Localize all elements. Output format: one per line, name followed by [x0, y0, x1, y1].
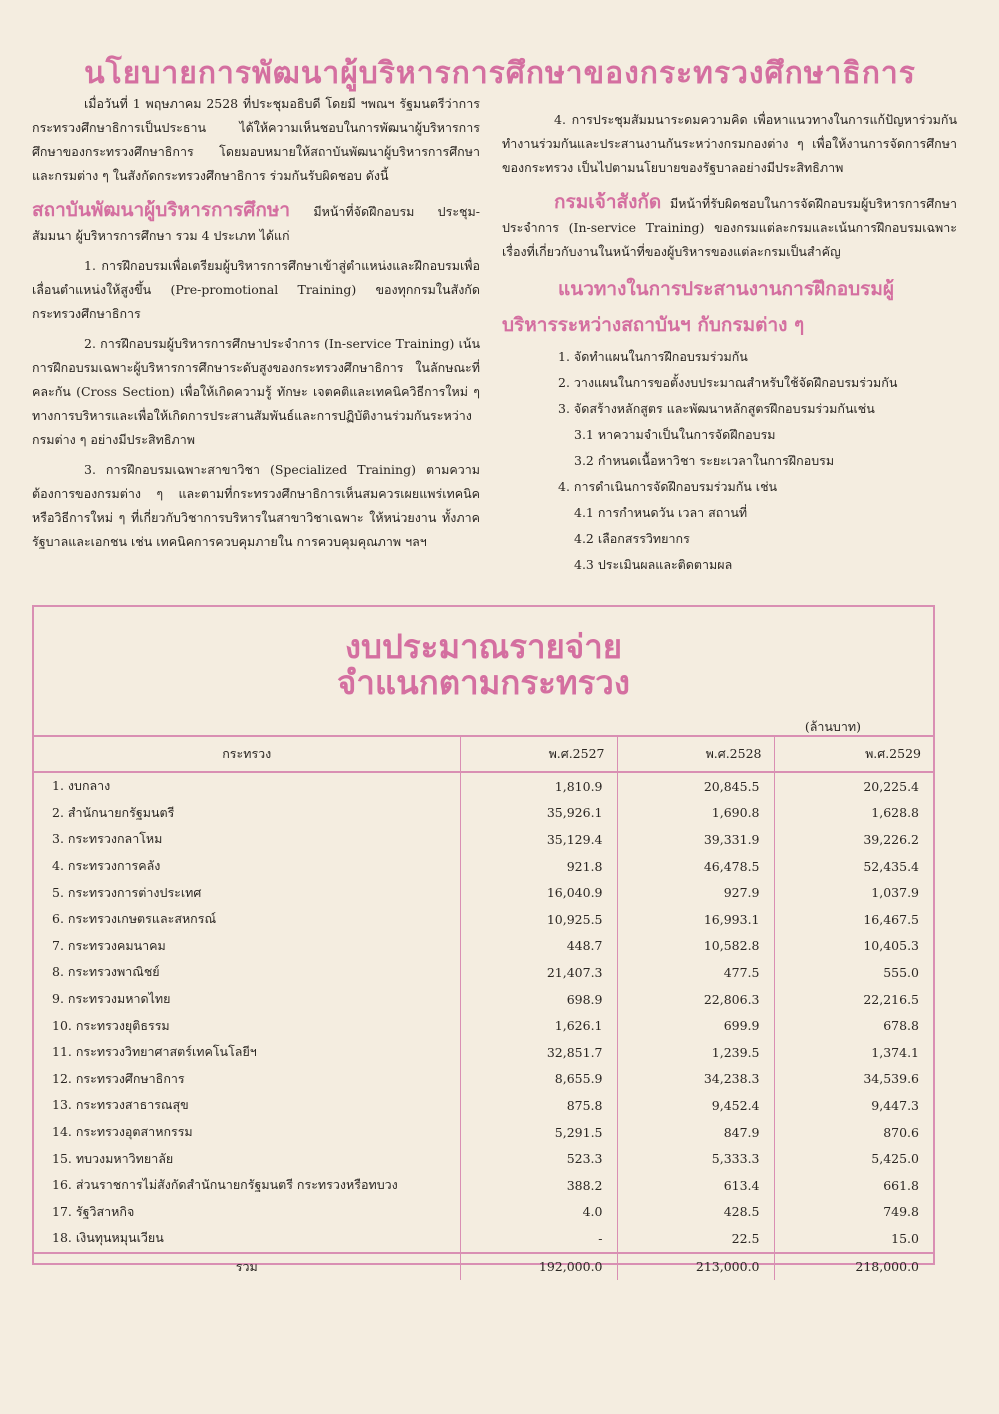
value-2527: 32,851.7 — [460, 1039, 617, 1066]
ministry-name: 1. งบกลาง — [52, 778, 111, 794]
ministry-name: 12. กระทรวงศึกษาธิการ — [52, 1070, 185, 1086]
value-2528: 428.5 — [617, 1199, 774, 1226]
value-2528: 847.9 — [617, 1119, 774, 1146]
value-2528: 613.4 — [617, 1172, 774, 1199]
value-2528: 699.9 — [617, 1012, 774, 1039]
table-row — [34, 906, 933, 933]
header-ministry: กระทรวง — [34, 736, 460, 772]
budget-body — [34, 772, 933, 1253]
guideline-subitem: 4.3 ประเมินผลและติดตามผล — [574, 557, 733, 572]
table-row — [34, 826, 933, 853]
ministry-name: 17. รัฐวิสาหกิจ — [52, 1203, 135, 1219]
value-2529: 20,225.4 — [774, 772, 933, 800]
ministry-name: 9. กระทรวงมหาดไทย — [52, 991, 171, 1007]
institute-item-2: 2. การฝึกอบรมผู้บริหารการศึกษาประจำการ (In-service Training) เน้นการฝึกอบรมเฉพาะผู้บริหารการศึกษาระดับสูงของกระทรวงศึกษาธิการ ในลักษณะที่คละกัน (Cross Section) เพื่อให้เกิดความรู้ ทักษะ เจตคติและเทคนิควิธีการใหม่ ๆ ทางการบริหารและเพื่อให้เกิดการประสานสัมพันธ์และการปฏิบัติงานร่วมกันระหว่างกรมต่าง ๆ อย่างมีประสิทธิภาพ — [32, 336, 480, 447]
table-row — [34, 800, 933, 827]
page-title: นโยบายการพัฒนาผู้บริหารการศึกษาของกระทรวงศึกษาธิการ — [84, 56, 916, 91]
guidelines-heading-line2: บริหารระหว่างสถาบันฯ กับกรมต่าง ๆ — [502, 314, 805, 336]
value-2527: 1,626.1 — [460, 1012, 617, 1039]
value-2527: 8,655.9 — [460, 1066, 617, 1093]
value-2528: 9,452.4 — [617, 1092, 774, 1119]
guideline-subitem: 4.2 เลือกสรรวิทยากร — [574, 531, 690, 546]
value-2529: 678.8 — [774, 1012, 933, 1039]
left-column — [32, 92, 480, 554]
budget-title — [34, 629, 933, 701]
right-column — [502, 108, 957, 578]
ministry-name: 8. กระทรวงพาณิชย์ — [52, 964, 160, 980]
ministry-name: 15. ทบวงมหาวิทยาลัย — [52, 1150, 174, 1166]
value-2528: 5,333.3 — [617, 1145, 774, 1172]
ministry-name: 14. กระทรวงอุตสาหกรรม — [52, 1124, 193, 1140]
table-row — [34, 1172, 933, 1199]
value-2528: 34,238.3 — [617, 1066, 774, 1093]
value-2529: 1,628.8 — [774, 800, 933, 827]
value-2529: 34,539.6 — [774, 1066, 933, 1093]
institute-paragraph — [32, 198, 480, 248]
header-year-2528: พ.ศ.2528 — [617, 736, 774, 772]
value-2529: 1,037.9 — [774, 879, 933, 906]
total-label: รวม — [34, 1253, 460, 1280]
budget-title-line2: จำแนกตามกระทรวง — [337, 663, 630, 702]
table-row — [34, 1066, 933, 1093]
total-2528: 213,000.0 — [617, 1253, 774, 1280]
institute-text: มีหน้าที่จัดฝึกอบรม ประชุม-สัมมนา ผู้บริหารการศึกษา รวม 4 ประเภท ได้แก่ — [32, 204, 480, 243]
value-2527: 5,291.5 — [460, 1119, 617, 1146]
budget-unit: (ล้านบาท) — [804, 719, 861, 734]
ministry-name: 13. กระทรวงสาธารณสุข — [52, 1097, 189, 1113]
table-row — [34, 879, 933, 906]
value-2528: 1,239.5 — [617, 1039, 774, 1066]
budget-table-box — [32, 605, 935, 1275]
value-2529: 52,435.4 — [774, 853, 933, 880]
budget-header-row — [34, 736, 933, 772]
value-2527: 448.7 — [460, 933, 617, 960]
value-2527: 921.8 — [460, 853, 617, 880]
guideline-subitem: 3.2 กำหนดเนื้อหาวิชา ระยะเวลาในการฝึกอบรม — [574, 453, 835, 468]
guideline-item: 4. การดำเนินการจัดฝึกอบรมร่วมกัน เช่น — [558, 479, 778, 494]
table-row — [34, 1119, 933, 1146]
value-2528: 10,582.8 — [617, 933, 774, 960]
dept-text: มีหน้าที่รับผิดชอบในการจัดฝึกอบรมผู้บริหารการศึกษาประจำการ (In-service Training) ของกรมแต่ละกรมและเน้นการฝึกอบรมเฉพาะเรื่องที่เกี่ยวกับงานในหน้าที่ของผู้บริหารของแต่ละกรมเป็นสำคัญ — [502, 196, 957, 259]
dept-heading: กรมเจ้าสังกัด — [554, 191, 662, 213]
table-row — [34, 1012, 933, 1039]
value-2527: 21,407.3 — [460, 959, 617, 986]
dept-paragraph — [502, 190, 957, 264]
table-row — [34, 772, 933, 800]
value-2529: 15.0 — [774, 1225, 933, 1253]
value-2527: 10,925.5 — [460, 906, 617, 933]
value-2527: 16,040.9 — [460, 879, 617, 906]
guidelines-list — [502, 344, 957, 578]
ministry-name: 6. กระทรวงเกษตรและสหกรณ์ — [52, 911, 217, 927]
institute-item-4: 4. การประชุมสัมมนาระดมความคิด เพื่อหาแนวทางในการแก้ปัญหาร่วมกัน ทำงานร่วมกันและประสานงานกันระหว่างกรมกองต่าง ๆ เพื่อให้งานการจัดการศึกษาของกระทรวง เป็นไปตามนโยบายของรัฐบาลอย่างมีประสิทธิภาพ — [502, 112, 957, 175]
value-2529: 22,216.5 — [774, 986, 933, 1013]
value-2529: 555.0 — [774, 959, 933, 986]
value-2529: 5,425.0 — [774, 1145, 933, 1172]
value-2529: 9,447.3 — [774, 1092, 933, 1119]
budget-title-line1: งบประมาณรายจ่าย — [344, 627, 623, 666]
ministry-name: 18. เงินทุนหมุนเวียน — [52, 1230, 164, 1246]
guideline-item: 3. จัดสร้างหลักสูตร และพัฒนาหลักสูตรฝึกอบรมร่วมกันเช่น — [558, 401, 875, 416]
value-2527: 523.3 — [460, 1145, 617, 1172]
value-2527: 35,926.1 — [460, 800, 617, 827]
table-row — [34, 933, 933, 960]
ministry-name: 7. กระทรวงคมนาคม — [52, 937, 166, 953]
total-2529: 218,000.0 — [774, 1253, 933, 1280]
budget-table — [34, 735, 933, 1280]
header-year-2527: พ.ศ.2527 — [460, 736, 617, 772]
intro-paragraph: เมื่อวันที่ 1 พฤษภาคม 2528 ที่ประชุมอธิบดี โดยมี ฯพณฯ รัฐมนตรีว่าการกระทรวงศึกษาธิการเป็นประธาน ได้ให้ความเห็นชอบในการพัฒนาผู้บริหารการศึกษาของกระทรวงศึกษาธิการ โดยมอบหมายให้สถาบันพัฒนาผู้บริหารการศึกษาและกรมต่าง ๆ ในสังกัดกระทรวงศึกษาธิการ ร่วมกันรับผิดชอบ ดังนี้ — [32, 96, 480, 183]
guidelines-heading-line1: แนวทางในการประสานงานการฝึกอบรมผู้ — [558, 278, 895, 300]
guideline-subitem: 3.1 หาความจำเป็นในการจัดฝึกอบรม — [574, 427, 776, 442]
value-2527: 4.0 — [460, 1199, 617, 1226]
value-2529: 749.8 — [774, 1199, 933, 1226]
value-2527: 1,810.9 — [460, 772, 617, 800]
guideline-subitem: 4.1 การกำหนดวัน เวลา สถานที่ — [574, 505, 748, 520]
budget-total-row — [34, 1253, 933, 1280]
value-2528: 1,690.8 — [617, 800, 774, 827]
ministry-name: 2. สำนักนายกรัฐมนตรี — [52, 804, 175, 820]
ministry-name: 10. กระทรวงยุติธรรม — [52, 1017, 170, 1033]
value-2528: 477.5 — [617, 959, 774, 986]
ministry-name: 4. กระทรวงการคลัง — [52, 858, 161, 874]
value-2527: 35,129.4 — [460, 826, 617, 853]
guideline-item: 1. จัดทำแผนในการฝึกอบรมร่วมกัน — [558, 349, 748, 364]
ministry-name: 11. กระทรวงวิทยาศาสตร์เทคโนโลยีฯ — [52, 1044, 257, 1060]
table-row — [34, 1199, 933, 1226]
ministry-name: 5. กระทรวงการต่างประเทศ — [52, 884, 202, 900]
value-2528: 20,845.5 — [617, 772, 774, 800]
value-2528: 46,478.5 — [617, 853, 774, 880]
value-2528: 16,993.1 — [617, 906, 774, 933]
table-row — [34, 1039, 933, 1066]
value-2529: 16,467.5 — [774, 906, 933, 933]
institute-item-1: 1. การฝึกอบรมเพื่อเตรียมผู้บริหารการศึกษาเข้าสู่ตำแหน่งและฝึกอบรมเพื่อเลื่อนตำแหน่งให้สูงขึ้น (Pre-promotional Training) ของทุกกรมในสังกัดกระทรวงศึกษาธิการ — [32, 258, 480, 321]
ministry-name: 3. กระทรวงกลาโหม — [52, 831, 163, 847]
table-row — [34, 959, 933, 986]
table-row — [34, 853, 933, 880]
value-2529: 39,226.2 — [774, 826, 933, 853]
value-2527: 388.2 — [460, 1172, 617, 1199]
value-2528: 22.5 — [617, 1225, 774, 1253]
header-year-2529: พ.ศ.2529 — [774, 736, 933, 772]
value-2529: 1,374.1 — [774, 1039, 933, 1066]
total-2527: 192,000.0 — [460, 1253, 617, 1280]
table-row — [34, 1145, 933, 1172]
ministry-name: 16. ส่วนราชการไม่สังกัดสำนักนายกรัฐมนตรี กระทรวงหรือทบวง — [52, 1177, 398, 1193]
value-2528: 22,806.3 — [617, 986, 774, 1013]
value-2528: 927.9 — [617, 879, 774, 906]
value-2527: 875.8 — [460, 1092, 617, 1119]
institute-heading: สถาบันพัฒนาผู้บริหารการศึกษา — [32, 199, 291, 221]
value-2527: - — [460, 1225, 617, 1253]
value-2527: 698.9 — [460, 986, 617, 1013]
guideline-item: 2. วางแผนในการขอตั้งงบประมาณสำหรับใช้จัดฝึกอบรมร่วมกัน — [558, 375, 898, 390]
value-2529: 10,405.3 — [774, 933, 933, 960]
table-row — [34, 1225, 933, 1253]
table-row — [34, 986, 933, 1013]
value-2528: 39,331.9 — [617, 826, 774, 853]
value-2529: 661.8 — [774, 1172, 933, 1199]
table-row — [34, 1092, 933, 1119]
value-2529: 870.6 — [774, 1119, 933, 1146]
institute-item-3: 3. การฝึกอบรมเฉพาะสาขาวิชา (Specialized Training) ตามความต้องการของกรมต่าง ๆ และตามที่กระทรวงศึกษาธิการเห็นสมควรเผยแพร่เทคนิค หรือวิธีการใหม่ ๆ ที่เกี่ยวกับวิชาการบริหารในสาขาวิชาเฉพาะ ให้หน่วยงาน ทั้งภาครัฐบาลและเอกชน เช่น เทคนิคการควบคุมภายใน การควบคุมคุณภาพ ฯลฯ — [32, 462, 480, 549]
